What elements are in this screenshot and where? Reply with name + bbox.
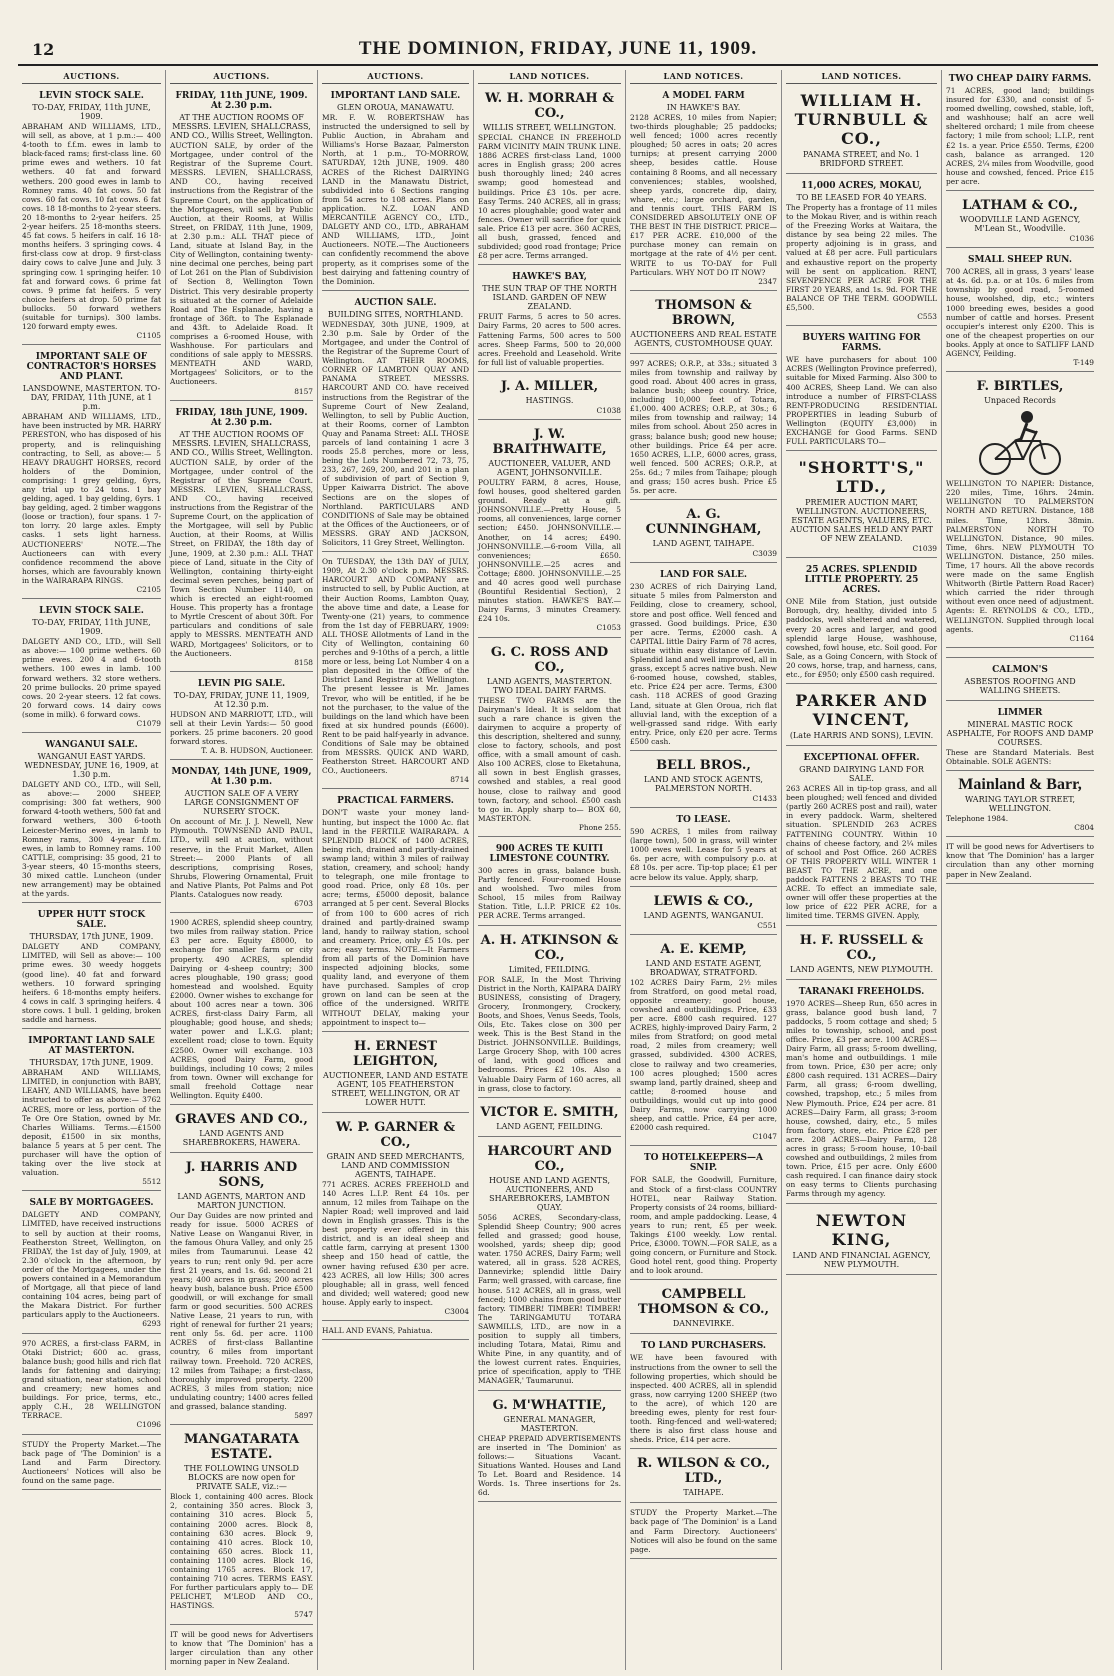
advertisement (630, 1452, 777, 1503)
ad-subheading: BUILDING SITES, NORTHLAND. (327, 309, 464, 319)
ad-subheading: DANNEVIRKE. (672, 1319, 735, 1329)
ad-body: AUCTION SALE, by order of the Mortgagee, under control of the Registrar of the Supreme Court. MESSRS. LEVIEN, SHALLCRASS, AND CO., having received instructions from the Registrar of the Supreme Court, on the application of the Mortgagees, will sell by Public Auction, at their Rooms, at Willis Street, on FRIDAY, 11th June, 1909, at 2.30 p.m.: ALL THAT piece of Land, situate at Island Bay, in the City of Wellington, containing twenty-nine decimal one perches, being part of Lot 261 on the Plan of Subdivision of Section 8, Wellington Town District. This very desirable property is situated at the corner of Adelaide Road and The Esplanade, having a frontage of 36ft. to The Esplanade and 43ft. to Adelaide Road. It comprises a 6-roomed House, with Washhouse. For particulars and conditions of sale apply to MESSRS. MENTEATH AND WARD, Mortgagees' Solicitors, or to the Auctioneers. (170, 141, 313, 387)
advertisement (786, 454, 937, 558)
ad-body: MR. F. W. ROBERTSHAW has instructed the undersigned to sell by Public Auction, in Abraham and Williams's Horse Bazaar, Palmerston North, at 1 p.m., TO-MORROW, SATURDAY, 12th JUNE, 1909. 480 ACRES of the Richest DAIRYING LAND in the Manawatu District, subdivided into 6 Sections ranging from 54 acres to 108 acres. Plans on application. N.Z. LOAN AND MERCANTILE AGENCY CO., LTD., DALGETY AND CO., LTD., ABRAHAM AND WILLIAMS, LTD., Joint Auctioneers. NOTE.—The Auctioneers can confidently recommend the above property, as it comprises some of the best dairying and fattening country of the Dominion. (322, 113, 469, 286)
ad-subheading: AT THE AUCTION ROOMS OF MESSRS. LEVIEN, SHALLCRASS, AND CO., Willis Street, Wellington. (170, 113, 313, 140)
ad-heading: CAMPBELL THOMSON & CO., (637, 1287, 769, 1318)
ad-heading: A. E. KEMP, (660, 941, 747, 957)
column-heading: LAND NOTICES. (786, 70, 937, 84)
advertisement (946, 774, 1094, 837)
advertisement (786, 749, 937, 925)
advertisement (630, 938, 777, 1147)
ad-heading: TO LEASE. (676, 815, 731, 826)
ad-heading: TARANAKI FREEHOLDS. (798, 986, 925, 997)
ad-subheading: WANGANUI EAST YARDS. WEDNESDAY, JUNE 16, 1909, at 1.30 p.m. (24, 752, 159, 780)
column-heading: AUCTIONS. (170, 70, 313, 84)
ad-heading: W. H. MORRAH & CO., (485, 91, 614, 121)
ad-body: 700 ACRES, all in grass, 3 years' lease at 4s. 6d. p.a. or at 10s. 6 miles from township by good road, 5-roomed house, woolshed, dip, etc.; winters 1000 breeding ewes, besides a good number of cattle and horses. Present occupier's interest only £200. This is one of the cheapest properties on our books. Apply at once to SATLIFF LAND AGENCY, Feilding. (946, 267, 1094, 358)
ad-body: WELLINGTON TO NAPIER: Distance, 220 miles, Time, 16hrs. 24min. WELLINGTON TO PALMERSTON NORTH AND RETURN. Distance, 188 miles. Time, 12hrs. 38min. PALMERSTON NORTH TO WELLINGTON. Distance, 90 miles. Time, 6hrs. NEW PLYMOUTH TO WELLINGTON. Distance, 250 miles. Time, 17 hours. All the above records were made on the same English Whitworth (Birtle Pattern Road Racer) which carried the rider through without even once need of adjustment. Agents: E. REYNOLDS & CO., LTD., WELLINGTON. Supplied through local agents. (946, 479, 1094, 634)
advertisement (170, 1428, 313, 1624)
advertisement (630, 890, 777, 935)
ad-reference: 2347 (758, 276, 777, 286)
advertisement (478, 1101, 621, 1137)
ad-body: ONE Mile from Station, just outside Borough, dry, healthy, divided into 5 paddocks, well sheltered and watered, every 20 acres and larger, and good splendid large House, washhouse, cowshed, fowl house, etc. Soil good. For Sale, as a Going Concern, with Stock of 20 cows, horse, trap, and harness, cans, etc., for £950; only £500 cash required. (786, 597, 937, 679)
advertisement (322, 1116, 469, 1321)
ad-heading: HAWKE'S BAY, (512, 272, 587, 283)
ad-subheading: GRAND DAIRYING LAND FOR SALE. (799, 765, 924, 784)
ad-body: HUDSON AND MARRIOTT, LTD., will sell at their Levin Yards:— 50 good porkers. 25 prime baconers. 20 good forward stores. (170, 709, 313, 747)
ad-subheading: TO-DAY, FRIDAY, 11th JUNE, 1909. (32, 618, 151, 637)
ad-heading: HARCOURT AND CO., (487, 1143, 612, 1174)
ad-body: WEDNESDAY, 30th JUNE, 1909, at 2.30 p.m. Sale by Order of the Mortgagee, and under the Control of the Registrar of the Supreme Court of Wellington. AT THEIR ROOMS, CORNER OF LAMBTON QUAY AND PANAMA STREET. MESSRS. HARCOURT AND CO. have received instructions from the Registrar of the Supreme Court of New Zealand, Wellington, to sell by Public Auction, at their Rooms, corner of Lambton Quay and Panama Street: ALL THOSE parcels of land containing 1 acre 3 roods 25.8 perches, more or less, being the Lots Numbered 72, 73, 75, 233, 267, 269, 200, and 201 in a plan of subdivision of part of Section 9, Upper Kaiwarra District. The above Sections are on the slopes of Northland. PARTICULARS AND CONDITIONS of Sale may be obtained at the Offices of the Auctioneers, or of MESSRS. GRAY AND JACKSON, Solicitors, 11 Grey Street, Wellington. (322, 319, 469, 548)
ad-heading: LEVIN STOCK SALE. (39, 91, 144, 101)
ad-heading: LATHAM & CO., (962, 198, 1078, 214)
ad-body: DALGETY AND CO., LTD., will Sell, as above:— 2000 SHEEP, comprising: 300 fat wethers, 900 forward 4-tooth wethers, 500 fat and forward wethers, 300 6-tooth Leicester-Merino ewes, in lamb to Romney rams, 300 4-year f.f.m. ewes, in lamb to Romney rams. 100 CATTLE, comprising: 35 good, 21 to 3-year steers, 40 15-months steers, 30 mixed cattle. Luncheon (under new arrangement) may be obtained at the yards. (22, 780, 161, 899)
column-heading: LAND NOTICES. (630, 70, 777, 84)
ad-subheading: THURSDAY, 17th JUNE, 1909. (29, 932, 154, 942)
advertisement (786, 929, 937, 980)
advertisement (322, 555, 469, 789)
advertisement (322, 294, 469, 552)
ad-reference: C2105 (136, 585, 161, 595)
advertisement (786, 561, 937, 684)
ad-heading: PRACTICAL FARMERS. (337, 796, 454, 807)
advertisement (630, 1283, 777, 1334)
column-7 (942, 70, 1098, 1670)
ad-heading: Mainland & Barr, (958, 776, 1082, 794)
ad-subheading: WILLIS STREET, WELLINGTON. (482, 123, 617, 132)
advertisement (630, 1149, 777, 1280)
ad-body: 771 ACRES. ACRES FREEHOLD and 140 Acres L.I.P. Rent £4 10s. per annum, 12 miles from Taihape on the Napier Road; well improved and laid down in English grasses. This is the best property ever offered in this district, and is an ideal sheep and cattle farm, carrying at present 1300 sheep and 150 head of cattle, the owner having refused £30 per acre. 423 ACRES, all low Hills; 300 acres ploughable; all in grass, well fenced and divided; well watered; good new house. Apply early to inspect. (322, 1179, 469, 1307)
ad-subheading: LAND AGENTS, MARTON AND MARTON JUNCTION. (177, 1192, 306, 1211)
advertisement (786, 1207, 937, 1275)
ad-subheading: THURSDAY, 17th JUNE, 1909. (29, 1058, 154, 1068)
ad-body: STUDY the Property Market.—The back page of 'The Dominion' is a Land and Farm Directory. Auctioneers' Notices will also be found on the same page. (630, 1508, 777, 1554)
ad-heading: PARKER AND VINCENT, (795, 691, 928, 730)
ad-body: IT will be good news for Advertisers to know that 'The Dominion' has a larger circulation than any other morning paper in New Zealand. (946, 842, 1094, 879)
ad-body: 2128 ACRES, 10 miles from Napier; two-thirds ploughable; 25 paddocks; well fenced; 1000 acres recently ploughed; 50 acres in oats; 20 acres turnips; at present carrying 2000 sheep, besides cattle. House containing 8 Rooms, and all necessary conveniences; stables, woolshed, sheep yards, concrete dip, dairy, whare, etc.; large orchard, garden, and tennis court. THIS FARM IS CONSIDERED ABSOLUTELY ONE OF THE BEST IN THE DISTRICT. PRICE—£17 PER ACRE. £10,000 of the purchase money can remain on mortgage at the rate of 4½ per cent. WRITE to us TO-DAY for Full Particulars. WHY NOT DO IT NOW? (630, 113, 777, 277)
advertisement (170, 404, 313, 672)
advertisement (786, 177, 937, 326)
advertisement (22, 1032, 161, 1191)
ad-heading: IMPORTANT LAND SALE. (330, 91, 461, 101)
ad-subheading: GRAIN AND SEED MERCHANTS, LAND AND COMMISSION AGENTS, TAIHAPE. (326, 1151, 465, 1179)
ad-body: DALGETY AND COMPANY, LIMITED, have received instructions to sell by auction at their rooms, Featherston Street, Wellington, on FRIDAY, the 1st day of July, 1909, at 2.30 o'clock in the afternoon, by order of the Mortgagees, under the powers contained in a Memorandum of Mortgage, all that piece of land containing 104 acres, being part of the Makara District. For further particulars apply to the Auctioneers. (22, 1210, 161, 1320)
advertisement (478, 929, 621, 1098)
columns (18, 70, 1098, 1670)
ad-heading: W. P. GARNER & CO., (335, 1119, 456, 1150)
advertisement (946, 651, 1094, 658)
ad-reference: C551 (757, 920, 777, 930)
advertisement (170, 1156, 313, 1425)
ad-body: 997 ACRES; O.R.P., at 33s.; situated 3 miles from township and railway by good road. About 400 acres in grass, balance bush; sheep country. Price, including 10,000 feet of Totara, £1,000. 400 ACRES; O.R.P., at 30s.; 6 miles from township and railway; 14 miles from school. About 250 acres in grass; balance bush; good new house; other buildings. Price £4 per acre. 1650 ACRES, L.I.P., 6000 acres, grass, well fenced. 500 ACRES; O.R.P., at 25s. 6d.; 7 miles from Taihape; plough and grass; 150 acres bush. Price £5 5s. per acre. (630, 358, 777, 496)
advertisement (22, 1337, 161, 1435)
ad-reference: C553 (917, 312, 937, 322)
ad-subheading: MINERAL MASTIC ROCK ASPHALTE, For ROOFS AND DAMP COURSES. (946, 719, 1094, 747)
column-heading: AUCTIONS. (322, 70, 469, 84)
ad-subheading: LAND AND FINANCIAL AGENCY, NEW PLYMOUTH. (792, 1250, 931, 1269)
ad-body: ABRAHAM AND WILLIAMS, LTD., will sell, as above, at 1 p.m.:— 400 4-tooth to f.f.m. ewes in lamb to black-faced rams; first-class line. 60 prime ewes and wethers. 10 fat wethers. 40 fat and forward wethers. 200 good ewes in lamb to Romney rams. 40 fat cows. 50 fat cows. 60 fat cows. 10 fat cows. 6 fat cows. 18 18-months to 2-year steers. 20 18-months to 2-year heifers. 25 2-year heifers. 25 18-months steers. 45 fat cows. 5 heifers in calf. 16 18-months heifers. 3 springing cows. 4 first-class cow at drop. 9 first-class dairy cows to calve June and July. 3 springing cow. 1 springing heifer. 10 fat and forward cows. 6 prime fat cows. 9 prime fat heifers. 5 very choice heifers at drop. 50 prime fat bullocks. 50 forward wethers (suitable for turnips). 300 lambs. 120 forward empty ewes. (22, 122, 161, 332)
advertisement (478, 423, 621, 638)
advertisement (22, 1194, 161, 1333)
ad-body: 300 acres in grass, balance bush. Partly fenced. Four-roomed House and woolshed. Two miles from School, 15 miles from Railway Station. Title, L.I.P. PRICE £2 10s. PER ACRE. Terms arranged. (478, 865, 621, 921)
ad-heading: SMALL SHEEP RUN. (968, 255, 1072, 266)
ad-subheading: PREMIER AUCTION MART, WELLINGTON. AUCTIONEERS, ESTATE AGENTS, VALUERS, ETC. AUCTION SALES HELD ANY PART OF NEW ZEALAND. (789, 498, 933, 544)
advertisement (170, 916, 313, 1105)
ad-reference: 6703 (294, 899, 313, 909)
advertisement (946, 661, 1094, 701)
ad-heading: LIMMER (997, 707, 1043, 718)
cyclist-illustration-icon (975, 407, 1065, 477)
advertisement (22, 906, 161, 1029)
ad-body: Telephone 1984. (946, 814, 1009, 824)
ad-heading: G. C. ROSS AND CO., (490, 644, 609, 675)
advertisement (786, 983, 937, 1204)
advertisement (630, 294, 777, 354)
ad-subheading: AUCTIONEER, LAND AND ESTATE AGENT, 105 FEATHERSTON STREET, WELLINGTON, OR AT LOWER HUTT. (323, 1070, 468, 1107)
ad-heading: TO LAND PURCHASERS. (640, 1341, 767, 1352)
ad-heading: VICTOR E. SMITH, (480, 1104, 619, 1120)
ad-subheading: LANSDOWNE, MASTERTON. TO-DAY, FRIDAY, 11th JUNE, at 1 p.m. (22, 384, 161, 412)
advertisement (478, 1140, 621, 1391)
advertisement (322, 87, 469, 291)
ad-subheading: LAND AGENTS, MASTERTON. TWO IDEAL DAIRY FARMS. (486, 676, 613, 695)
ad-reference: 5897 (294, 1411, 313, 1421)
ad-body: ABRAHAM AND WILLIAMS, LTD., have been instructed by MR. HARRY PERESTON, who has disposed of his property, and is relinquishing contracting, to Sell, as above:— 5 HEAVY DRAUGHT HORSES, record holders of the Dominion, comprising: 1 grey gelding, 6yrs, any trial up to 24 tons. 1 bay gelding, aged. 1 bay gelding, 6yrs. 1 bay gelding, aged. 2 timber waggons (loose or traction), four spans. 1 7-ton lorry. 20 large axles. Empty casks. 1 sets light harness. AUCTIONEERS' NOTE.—The Auctioneers can with every confidence recommend the above horses, which are favourably known in the WAIRARAPA RINGS. (22, 412, 161, 585)
ad-body: STUDY the Property Market.—The back page of 'The Dominion' is a Land and Farm Directory. Auctioneers' Notices will also be found on the same page. (22, 1439, 161, 1485)
ad-body: WE have been favoured with instructions from the owner to sell the following properties, which should be inspected. 400 ACRES, all in splendid grass, now carrying 1200 SHEEP (two to the acre), of which 120 are breeding ewes, plenty for rest four-tooth. Ring-fenced and well-watered; there is also first class house and sheds. Price, £14 per acre. (630, 1353, 777, 1445)
ad-subheading: Unpaced Records (984, 396, 1056, 406)
ad-heading: A. H. ATKINSON & CO., (480, 932, 619, 963)
ad-subheading: WARING TAYLOR STREET, WELLINGTON. (964, 795, 1075, 814)
advertisement (170, 675, 313, 760)
advertisement (786, 329, 937, 451)
advertisement (478, 268, 621, 372)
ad-subheading: LAND AGENTS AND SHAREBROKERS, HAWERA. (182, 1129, 301, 1148)
advertisement (170, 763, 313, 913)
ad-subheading: LAND AGENT, TAIHAPE. (652, 539, 755, 549)
advertisement (22, 602, 161, 733)
ad-body: 1970 ACRES—Sheep Run, 650 acres in grass, balance good bush land, 7 paddocks, 5 room cottage and shed; 5 miles to township, school, and post office. Price, £3 per acre. 100 ACRES—Dairy Farm, all grass; 5-room dwelling, man's home and outbuildings. 1 mile from town. Price, £30 per acre; only £800 cash required. 131 ACRES—Dairy Farm, all grass; 6-room dwelling, cowshed, trapshop, etc.; 5 miles from New Plymouth. Price, £24 per acre. 81 ACRES—Dairy Farm, all grass; 3-room house, cowshed, dairy, etc., 5 miles from factory, store, etc. Price £28 per acre. 208 ACRES—Dairy Farm, 128 acres in grass; 5-room house, 10-bail cowshed and outbuildings, 2 miles from town. Price, £15 per acre. Only £600 cash required. I can finance dairy stock on easy terms to Clients purchasing Farms through my agency. (786, 998, 937, 1199)
ad-heading: FRIDAY, 11th JUNE, 1909. At 2.30 p.m. (175, 91, 308, 111)
advertisement (946, 251, 1094, 372)
advertisement (22, 87, 161, 345)
ad-heading: H. ERNEST LEIGHTON, (352, 1038, 439, 1069)
ad-subheading: AUCTIONEERS AND REAL ESTATE AGENTS, CUSTOMHOUSE QUAY. (630, 329, 777, 348)
ad-heading: "SHORTT'S," LTD., (798, 458, 925, 497)
ad-body: DON'T waste your money land-hunting, but inspect the 1000 Ac. flat land in the FERTILE WAIRARAPA. A SPLENDID BLOCK of 1400 ACRES, being rich, drained and partly-drained swamp land; within 3 miles of railway station, creamery, and school; handy to telegraph, one mile frontage to good road. Price, only £8 10s. per acre; terms, £5000 deposit, balance arranged at 5 per cent. Several Blocks of from 100 to 600 acres of rich drained and partly-drained swamp land, handy to railway station, school and creamery. Price, only £5 10s. per acre; easy terms. NOTE.—It Farmers from all parts of the Dominion have inspected adjoining blocks, some quality land, and everyone of them have purchased. Samples of crop grown on land can be seen at the office of the undersigned. WRITE WITHOUT DELAY, making your appointment to inspect to— (322, 808, 469, 1027)
ad-body: 5056 ACRES, Secondary-class, Splendid Sheep Country; 900 acres felled and grassed; good house, woolshed, yards; sheep dip; good water. 1750 ACRES, Dairy Farm; well watered, all in grass. 528 ACRES, Dannevirke; splendid little Dairy Farm; well grassed, with carcase, fine house. 512 ACRES, all in grass, well fenced; 1000 chains from good butter factory. TIMBER! TIMBER! TIMBER! The TARINGAMUTU TOTARA SAWMILLS, LTD., are now in a position to supply all timbers, including Totara, Matai, Rimu and White Pine, in any quantity, and of the lowest current rates. Enquiries, price of specification, apply to 'THE MANAGER,' Taumarunui. (478, 1212, 621, 1386)
ad-reference: C1039 (912, 544, 937, 554)
advertisement (630, 754, 777, 808)
ad-heading: AUCTION SALE. (354, 297, 437, 308)
ad-subheading: PANAMA STREET, and No. 1 BRIDFORD STREET. (803, 150, 920, 168)
masthead (18, 34, 1098, 66)
ad-heading: THOMSON & BROWN, (655, 297, 752, 328)
advertisement (170, 1628, 313, 1670)
ad-body: 590 ACRES, 1 miles from railway (large town), 500 in grass, will winter 1000 ewes well. Lease for 5 years at 6s. per acre, with compulsory p.o. at £8 10s. per acre. Tip-top place; £1 per acre below its value. Apply, sharp, (630, 827, 777, 882)
advertisement (630, 357, 777, 500)
ad-reference: C1053 (596, 623, 621, 633)
ad-body: These are Standard Materials. Best Obtainable. SOLE AGENTS: (946, 747, 1094, 766)
ad-heading: A MODEL FARM (662, 91, 745, 101)
ad-subheading: (Late HARRIS AND SONS), LEVIN. (789, 731, 934, 741)
ad-heading: LEWIS & CO., (653, 893, 754, 909)
advertisement (22, 736, 161, 903)
advertisement (630, 87, 777, 291)
column-3 (318, 70, 474, 1670)
ad-body: CHEAP PREPAID ADVERTISEMENTS are inserted in 'The Dominion' as follows:— Situations Vacant. Situations Wanted. Houses and Land To Let. Board and Residence. 14 Words. 1s. Three insertions for 2s. 6d. (478, 1433, 621, 1498)
advertisement (170, 87, 313, 401)
ad-body: ABRAHAM AND WILLIAMS, LIMITED, in conjunction with BABY, LEAHY, AND WILLIAMS, have been instructed to offer as above:— 3762 ACRES, more or less, portion of the Te Ore Ore Station, owned by Mr. Charles Williams. Terms.—£1500 deposit, £1500 in six months, balance 5 years at 5 per cent. The purchaser will have the option of taking over the live stock at valuation. (22, 1068, 161, 1178)
ad-reference: C1047 (752, 1132, 777, 1142)
advertisement (946, 194, 1094, 248)
ad-heading: H. F. RUSSELL & CO., (799, 932, 924, 963)
ad-heading: LEVIN STOCK SALE. (39, 606, 144, 617)
column-heading: AUCTIONS. (22, 70, 161, 84)
ad-body: Our Day Guides are now printed and ready for issue. 5000 ACRES of Native Lease on Wanganui River, in the famous Ohura Valley, and only 25 miles from Taumarunui. Lease 42 years to run; rent only 9d. per acre first 21 years, and 1s. 6d. second 21 years; 400 acres in grass; 200 acres heavy bush, balance bush. Price £500 goodwill, or will exchange for small farm or good securities. 500 ACRES Native Lease, 21 years to run, with right of renewal for further 21 years; rent only 5s. 6d. per acre. 1100 ACRES of first-class Ballantine country, 6 miles from important railway town. Freehold. 720 ACRES, 12 miles from Taihape; a first-class, thoroughly improved property. 2200 ACRES, 3 miles from station; nice undulating country; 1400 acres felled and grassed, balance standing. (170, 1211, 313, 1412)
ad-heading: NEWTON KING, (815, 1210, 908, 1249)
advertisement (478, 1394, 621, 1503)
ad-subheading: TO BE LEASED FOR 40 YEARS. (796, 193, 927, 202)
advertisement (786, 687, 937, 746)
ad-body: FOR SALE, In the Most Thriving District in the North, KAIPARA DAIRY BUSINESS, consisting of Dragery, Grocery, Ironmongery, Crockery, Boots, and Shoes, Venus Seeds, Tools, Oils, Etc. Takes close on 300 per week. This is the Best Stand in the District. JOHNSONVILLE. Buildings, Large Grocery Shop, with 100 acres of land, with good offices and bedrooms. Prices £2 10s. Also a Valuable Dairy Farm of 160 acres, all in grass, close to factory. (478, 974, 621, 1093)
ad-subheading: HASTINGS. (525, 395, 574, 405)
ad-subheading: TO-DAY, FRIDAY, 11th JUNE, 1909. (32, 103, 151, 121)
ad-subheading: HOUSE AND LAND AGENTS, AUCTIONEERS, AND SHAREBROKERS, LAMBTON QUAY. (488, 1175, 610, 1212)
ad-subheading: Limited, FEILDING. (508, 964, 591, 974)
ad-body: SPECIAL CHANCE IN FREEHOLD FARM VICINITY MAIN TRUNK LINE. 1886 ACRES first-class Land, 1000 acres in English grass; 200 acres bush thoroughly lined; 240 acres swamp; good homestead and buildings. Price £3 10s. per acre. Easy Terms. 240 ACRES, all in grass; 10 acres ploughable; good water and fences. Owner will sacrifice for quick sale. Price £13 per acre. 360 ACRES, all bush, grassed, fenced and subdivided; good road frontage; Price £8 per acre. Terms arranged. (478, 133, 621, 261)
ad-body: THESE TWO FARMS are the Dairyman's Ideal. It is seldom that such a rare chance is given the dairymen to acquire a property of this description, sheltered and sunny, close to factory, schools, and post office, with a small amount of cash. Also 100 ACRES, close to Eketahuna, all sown in best English grasses, cowshed and stables, a real good house, close to railway and good town, factory, and school. £500 cash to go in. Apply sharp to— BOX 60, MASTERTON. (478, 695, 621, 823)
ad-subheading: ASBESTOS ROOFING AND WALLING SHEETS. (964, 676, 1076, 695)
advertisement (630, 566, 777, 751)
advertisement (946, 70, 1094, 191)
ad-heading: LEVIN PIG SALE. (197, 678, 286, 689)
ad-heading: BUYERS WAITING FOR FARMS. (802, 333, 921, 354)
advertisement (322, 1324, 469, 1340)
ad-subheading: THE SUN TRAP OF THE NORTH ISLAND. GARDEN OF NEW ZEALAND. (482, 284, 617, 312)
ad-reference: T. A. B. HUDSON, Auctioneer. (201, 746, 313, 756)
ad-body: IT will be good news for Advertisers to know that 'The Dominion' has a larger circulation than any other morning paper in New Zealand. (170, 1629, 313, 1666)
ad-body: 71 ACRES, good land; buildings insured for £330, and consist of 5-roomed dwelling, cowshed, stable, loft, and washhouse; half an acre well sheltered orchard; 1 mile from cheese factory; 1 mile from school; L.I.P., rent £2 1s. a year. Price £550. Terms, £200 cash, balance as arranged. 120 ACRES, 2¼ miles from Woodville, good house and cowshed, fenced. Price £15 per acre. (946, 86, 1094, 186)
ad-body: On TUESDAY, the 13th DAY of JULY, 1909, At 2.30 o'clock p.m. MESSRS. HARCOURT AND COMPANY are instructed to sell, by Public Auction, at their Auction Rooms, Lambton Quay, the above time and date, a Lease for Twenty-one (21) years, to commence from the 1st day of FEBRUARY, 1909: ALL THOSE Allotments of Land in the City of Wellington, containing 60 perches and 9-10ths of a perch, a little more or less, being Lot Number 4 on a plan deposited in the Office of the District Land Registrar at Wellington. The present lessee is Mr. James Trevor, who will be entitled, if he be not the purchaser, to the value of the buildings on the land which have been fixed at six hundred pounds (£600). Rent to be paid half-yearly in advance. Conditions of Sale may be obtained from MESSRS. QUICK AND WARD, Featherston Street. HARCOURT AND CO., Auctioneers. (322, 557, 469, 776)
ad-heading: 11,000 ACRES, MOKAU, (801, 181, 922, 191)
page-title: THE DOMINION, FRIDAY, JUNE 11, 1909. (358, 38, 758, 59)
ad-subheading: THE FOLLOWING UNSOLD BLOCKS are now open for PRIVATE SALE, viz.:— (184, 1464, 299, 1492)
ad-reference: C1164 (1069, 633, 1094, 643)
ad-reference: C1038 (596, 405, 621, 415)
ad-reference: C1096 (136, 1420, 161, 1430)
ad-heading: LAND FOR SALE. (659, 570, 748, 581)
ad-heading: BELL BROS., (656, 757, 751, 773)
advertisement (170, 1108, 313, 1153)
ad-heading: R. WILSON & CO., LTD., (636, 1456, 771, 1487)
ad-heading: F. BIRTLES, (976, 379, 1064, 395)
ad-body: DALGETY AND COMPANY, LIMITED, will Sell as above:— 100 prime ewes. 30 weedy hoggets (good line). 40 fat and forward wethers. 10 forward springing heifers. 6 18-months empty heifers. 4 cows in calf. 3 springing heifers. 4 store cows. 1 bull. 1 gelding, broken saddle and harness. (22, 942, 161, 1025)
ad-reference: 8714 (450, 775, 469, 785)
ad-reference: C3039 (752, 549, 777, 559)
ad-subheading: AUCTIONEER, VALUER, AND AGENT, JOHNSONVILLE. (488, 458, 611, 477)
ad-heading: WILLIAM H. TURNBULL & CO., (794, 91, 929, 148)
ad-heading: TWO CHEAP DAIRY FARMS. (948, 74, 1092, 84)
advertisement (478, 375, 621, 420)
column-4 (474, 70, 626, 1670)
ad-heading: J. A. MILLER, (500, 378, 599, 394)
ad-subheading: TAIHAPE. (683, 1488, 724, 1498)
ad-heading: WANGANUI SALE. (45, 740, 138, 751)
ad-subheading: LAND AGENTS, WANGANUI. (643, 910, 764, 920)
ad-reference: 5747 (294, 1610, 313, 1620)
ad-body: POULTRY FARM, 8 acres, House, fowl houses, good sheltered garden ground. Ready at a gift. JOHNSONVILLE.—Pretty House, 5 rooms, all conveniences, large corner section; £450. JOHNSONVILLE.—Another, on 14 acres; £490. JOHNSONVILLE.—6-room Villa, all conveniences; £650. JOHNSONVILLE.—25 acres and Cottage; £800. JOHNSONVILLE.—25 and 40 acres good well purchase (Bountiful Residential Section), 2 minutes station. HAWKE'S BAY.—Dairy Farms, 3 minutes Creamery. £24 10s. (478, 477, 621, 624)
ad-heading: J. HARRIS AND SONS, (185, 1160, 298, 1191)
ad-heading: MONDAY, 14th JUNE, 1909, At 1.30 p.m. (171, 767, 312, 788)
ad-subheading: LAND AGENTS, NEW PLYMOUTH. (789, 964, 934, 974)
ad-body: FRUIT Farms, 5 acres to 50 acres. Dairy Farms, 20 acres to 500 acres. Fattening Farms, 500 acres to 500 acres. Sheep Farms, 500 to 20,000 acres. Freehold and Leasehold. Write for full list of valuable properties. (478, 312, 621, 367)
ad-subheading: IN HAWKE'S BAY. (666, 103, 741, 112)
ad-heading: J. W. BRAITHWAITE, (492, 426, 607, 457)
ad-body: AUCTION SALE, by order of the Mortgagee, under control of the Registrar of the Supreme Court. MESSRS. LEVIEN, SHALLCRASS, AND CO., having received instructions from the Registrar of the Supreme Court, on the application of the Mortgagee, will sell by Public Auction, at their Rooms, at Willis Street, on FRIDAY, the 18th day of June, 1909, at 2.30 p.m.: ALL THAT piece of Land, situate in the City of Wellington, containing thirty-eight decimal seven perches, being part of Town Section Number 1140, on which is erected an eight-roomed House. This property has a frontage to Myrtle Crescent of about 30ft. For particulars and conditions of sale apply to MESSRS. MENTEATH AND WARD, Mortgagees' Solicitors, or to the Auctioneers. (170, 457, 313, 658)
ad-subheading: GENERAL MANAGER, MASTERTON. (503, 1414, 596, 1433)
column-heading: LAND NOTICES. (478, 70, 621, 84)
ad-heading: CALMON'S (992, 664, 1048, 675)
ad-body: On account of Mr. J. J. Newell, New Plymouth. TOWNSEND AND PAUL, LTD., will sell at auction, without reserve, in the Fruit Market, Allen Street:— 2000 Plants of all descriptions, comprising Roses, Shrubs, Flowering Ornamental, Fruit and Native Plants, Pot Palms and Pot Plants. Catalogues now ready. (170, 817, 313, 899)
advertisement (478, 641, 621, 837)
ad-body: 263 ACRES All in tip-top grass, and all been ploughed; well fenced and divided (partly 260 ACRES post and rail), water in every paddock. Warm, sheltered situation. SPLENDID 263 ACRES FATTENING COUNTRY. Within 10 chains of cheese factory, and 2¼ miles of school and Post Office. 260 ACRES OF THIS PROPERTY WILL WINTER 1 BEAST TO THE ACRE, and one paddock FATTENS 2 BEASTS TO THE ACRE. To effect an immediate sale, owner will offer these properties at the low price of £22 PER ACRE, for a limited time. TERMS GIVEN. Apply, (786, 784, 937, 921)
advertisement (946, 375, 1094, 648)
ad-reference: C1036 (1069, 234, 1094, 244)
advertisement (322, 1035, 469, 1113)
ad-reference: 6293 (142, 1319, 161, 1329)
ad-body: HALL AND EVANS, Pahiatua. (322, 1326, 433, 1336)
ad-body: DALGETY AND CO., LTD., will Sell as above:— 100 prime wethers. 60 prime ewes. 200 4 and 6-tooth wethers. 100 ewes in lamb. 100 forward wethers. 32 store wethers. 20 prime bullocks. 20 prime spayed cows. 20 2-year steers. 12 fat cows. 20 forward cows. 14 dairy cows (some in milk). 6 forward cows. (22, 637, 161, 719)
column-1 (18, 70, 166, 1670)
advertisement (22, 1438, 161, 1490)
advertisement (786, 87, 937, 174)
ad-heading: A. G. CUNNINGHAM, (645, 507, 762, 538)
ad-subheading: WOODVILLE LAND AGENCY, M'Lean St., Woodville. (959, 215, 1081, 234)
advertisement (478, 840, 621, 926)
ad-reference: Phone 255. (578, 822, 621, 832)
ad-reference: C804 (1074, 823, 1094, 833)
advertisement (630, 811, 777, 887)
ad-heading: GRAVES AND CO., (175, 1112, 308, 1128)
ad-body: WE have purchasers for about 100 ACRES (Wellington Province preferred), suitable for Mixed Farming. Also 300 to 400 ACRES, Sheep Land. We can also introduce a number of FIRST-CLASS RENT-PRODUCING RESIDENTIAL PROPERTIES in leading Suburb of Wellington (EQUITY £3,000) in EXCHANGE for Good Farms. SEND FULL PARTICULARS TO— (786, 355, 937, 447)
ad-body: 102 ACRES Dairy Farm, 2½ miles from Stratford, on good metal road, opposite creamery; good house, cowshed and outbuildings. Price, £33 per acre. £800 cash required. 127 ACRES, highly-improved Dairy Farm, 2 miles from Stratford; on good metal road, 2 miles from creamery; well grassed, subdivided. 4300 ACRES, close to railway and two creameries, 100 acres ploughed; 1500 acres swamp land, partly drained, sheep and cattle; 8-roomed house and outbuildings, would cut up into good Dairy Farms, now carrying 1000 sheep, and cattle. Price, £4 per acre, £2000 cash required. (630, 977, 777, 1133)
ad-reference: C1079 (136, 718, 161, 728)
ad-heading: IMPORTANT SALE OF CONTRACTOR'S HORSES AND PLANT. (26, 352, 157, 383)
column-2 (166, 70, 318, 1670)
page-number: 12 (32, 40, 55, 59)
ad-body: 1900 ACRES, splendid sheep country, two miles from railway station. Price £3 per acre. Equity £8000, to exchange for smaller farm or city property. 490 ACRES, splendid Dairying or 4-sheep country; 300 acres ploughable, 190 grass; good homestead and woolshed. Equity £2000. Owner wishes to exchange for about 100 acres near a town. 306 ACRES, first-class Dairy Farm, all ploughable; good house, and sheds; water power and L.K.G. plant; excellent road; close to town. Equity £2500. Owner will exchange. 103 ACRES, good Dairy Farm, good buildings, including 10 cows; 2 miles from town. Owner will exchange for small freehold Cottage near Wellington. Equity £400. (170, 918, 313, 1100)
ad-heading: 900 ACRES TE KUITI LIMESTONE COUNTRY. (489, 843, 610, 864)
ad-reference: C3004 (444, 1307, 469, 1317)
advertisement (322, 792, 469, 1031)
ad-body: 230 ACRES of rich Dairying Land, situate 5 miles from Palmerston and Feilding, close to creamery, school, store and post office. Well fenced and grassed. Good buildings. Price, £30 per acre. Terms, £2000 cash. A CAPITAL little Dairy Farm of 78 acres, situate within easy distance of Levin. Splendid land and well improved, all in grass, except 5 acres native bush. New 6-roomed house, cowshed, stables, etc. Price £24 per acre. Terms, £300 cash. 118 ACRES of good Grazing Land, situate at Glen Oroua, rich flat alluvial land, with the exception of a well-grassed sand ridge. With early entry. Price, only £20 per acre. Terms £500 cash. (630, 582, 778, 746)
ad-reference: T-149 (1073, 358, 1094, 368)
advertisement (630, 1337, 777, 1449)
ad-heading: TO HOTELKEEPERS—A SNIP. (643, 1153, 764, 1174)
ad-heading: EXCEPTIONAL OFFER. (803, 753, 920, 764)
advertisement (478, 87, 621, 265)
column-6 (782, 70, 942, 1670)
ad-body: FOR SALE, the Goodwill, Furniture, and Stock of a first-class COUNTRY HOTEL, near Railway Station. Property consists of 24 rooms, billiard-room, and ample paddocking. Lease, 4 years to run; rent, £5 per week. Takings £100 weekly. Low rental. Price, £3000. TOWN.—FOR SALE, as a going concern, or Furniture and Stock. Good hotel rent, good thing. Property and to look around. (630, 1175, 777, 1276)
ad-heading: G. M'WHATTIE, (492, 1397, 607, 1413)
ad-subheading: GLEN OROUA, MANAWATU. (336, 103, 455, 112)
ad-body: The Property has a frontage of 11 miles to the Mokau River, and is within reach of the Freezing Works at Waitara, the distance by sea being 22 miles. The property adjoining is in grass, and valued at £8 per acre. Full particulars and exhaustive report on the property will be sent on application. RENT, SEVENPENCE PER ACRE FOR THE FIRST 20 YEARS, and 1s. 9d. FOR THE BALANCE OF THE TERM. GOODWILL £5,500. (786, 203, 937, 313)
advertisement (630, 1506, 777, 1558)
ad-subheading: AT THE AUCTION ROOMS OF MESSRS. LEVIEN, SHALLCRASS, AND CO., Willis Street, Wellington. (170, 429, 313, 457)
ad-subheading: AUCTION SALE OF A VERY LARGE CONSIGNMENT OF NURSERY STOCK. (184, 789, 299, 817)
ad-heading: UPPER HUTT STOCK SALE. (37, 910, 146, 931)
ad-subheading: LAND AGENT, FEILDING. (496, 1121, 603, 1131)
advertisement (946, 704, 1094, 771)
ad-subheading: LAND AND STOCK AGENTS, PALMERSTON NORTH. (644, 774, 763, 793)
ad-subheading: TO-DAY, FRIDAY, JUNE 11, 1909, At 12.30 p.m. (173, 690, 310, 709)
ad-reference: 5512 (142, 1177, 161, 1187)
advertisement (946, 840, 1094, 883)
ad-reference: C1433 (752, 793, 777, 803)
ad-heading: FRIDAY, 18th JUNE, 1909. At 2.30 p.m. (175, 407, 308, 428)
column-5 (626, 70, 782, 1670)
ad-body: 970 ACRES, a first-class FARM, in Otaki District; 600 ac. grass, balance bush; good hills and rich flat lands for fattening and dairying; grand situation, near station, school and creamery; new homes and buildings. For price, terms, etc., apply C.H., 28 WELLINGTON TERRACE. (22, 1338, 161, 1421)
ad-body: Block 1, containing 400 acres. Block 2, containing 350 acres. Block 3, containing 310 acres. Block 5, containing 2000 acres. Block 8, containing 630 acres. Block 9, containing 410 acres. Block 10, containing 650 acres. Block 11, containing 1100 acres. Block 16, containing 1765 acres. Block 17, containing 710 acres. TERMS EASY. For further particulars apply to— DE PELICHET, M'LEOD AND CO., HASTINGS. (170, 1492, 313, 1611)
ad-heading: SALE BY MORTGAGEES. (29, 1198, 154, 1209)
ad-reference: C1105 (136, 331, 161, 341)
ad-subheading: LAND AND ESTATE AGENT, BROADWAY, STRATFORD. (645, 958, 762, 977)
advertisement (22, 348, 161, 599)
ad-heading: IMPORTANT LAND SALE AT MASTERTON. (28, 1036, 155, 1057)
advertisement (630, 503, 777, 563)
ad-reference: 8158 (294, 657, 313, 667)
ad-heading: 25 ACRES. SPLENDID LITTLE PROPERTY. 25 ACRES. (804, 565, 919, 596)
ad-reference: 8157 (294, 386, 313, 396)
ad-heading: MANGATARATA ESTATE. (183, 1432, 300, 1463)
